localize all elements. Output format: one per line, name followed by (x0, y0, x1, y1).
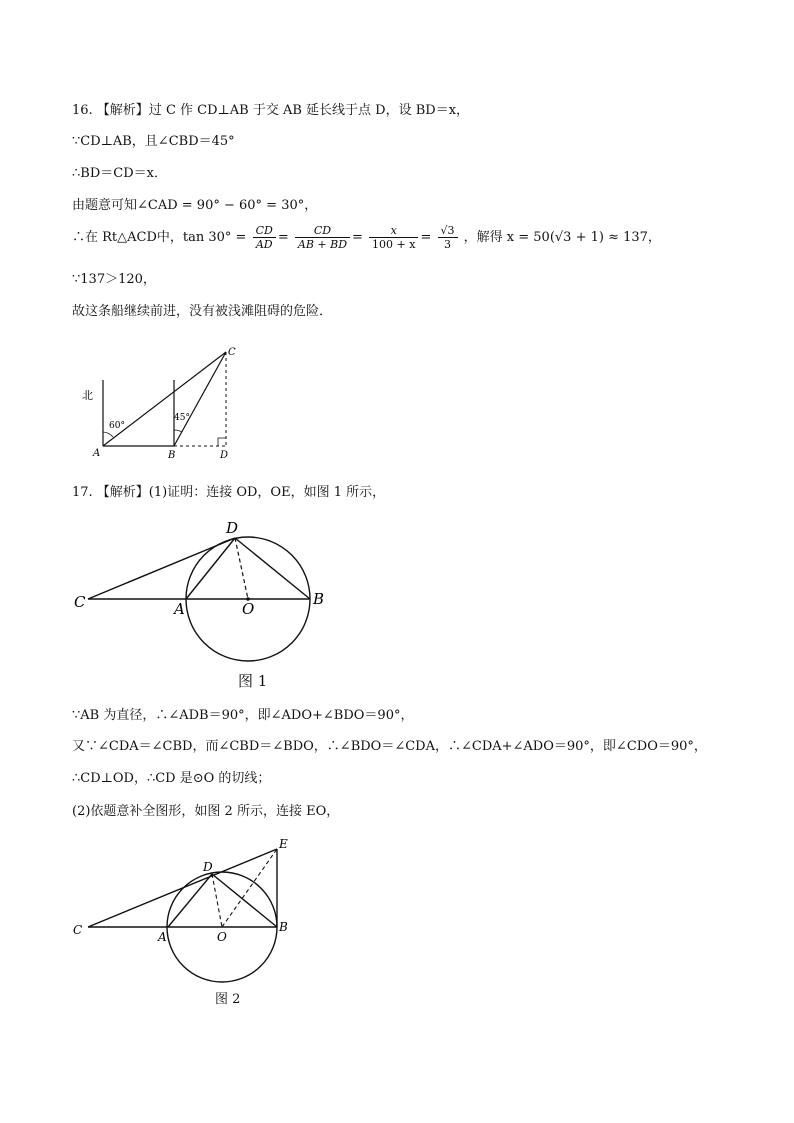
angle-60-label: 60° (109, 421, 125, 431)
fig1-point-b: B (313, 590, 325, 608)
p17-line1: 17. 【解析】(1)证明：连接 OD，OE，如图 1 所示， (72, 485, 386, 500)
p16-line2: ∵CD⊥AB，且∠CBD＝45° (72, 134, 235, 149)
fig2-point-e: E (279, 837, 288, 851)
p17-line5: (2)依题意补全图形，如图 2 所示，连接 EO， (72, 804, 340, 819)
fig2-caption: 图 2 (215, 992, 241, 1007)
fig2-point-b: B (279, 920, 288, 934)
p17-line3: 又∵∠CDA＝∠CBD，而∠CBD＝∠BDO，∴∠BDO＝∠CDA，∴∠CDA+∠ADO＝90°，即∠CDO＝90°， (72, 739, 707, 754)
angle-45-label: 45° (174, 413, 190, 423)
fraction-sqrt3-3: $\frac{√3}{3}$ (438, 224, 458, 251)
fig2-point-a: A (158, 930, 167, 944)
fig2-point-c: C (73, 923, 83, 937)
point-d-label: D (220, 450, 229, 461)
p16-line4: 由题意可知∠CAD = 90° − 60° = 30°， (72, 198, 318, 213)
north-label: 北 (82, 389, 93, 402)
p17-figure-1 (70, 515, 340, 665)
p16-figure (80, 342, 250, 462)
p16-line6: ∵137＞120， (72, 272, 156, 287)
p17-line2: ∵AB 为直径，∴∠ADB＝90°，即∠ADO+∠BDO＝90°， (72, 708, 414, 723)
fraction-cd-ad: $\frac{CD}{AD}$ (253, 224, 276, 251)
p16-line1: 16. 【解析】过 C 作 CD⊥AB 于交 AB 延长线于点 D，设 BD＝x， (72, 103, 470, 118)
fig1-point-o: O (242, 600, 255, 618)
p17-figure-2 (68, 833, 298, 983)
point-c-label: C (228, 347, 236, 358)
fraction-cd-abbd: $\frac{CD}{AB + BD}$ (295, 224, 350, 251)
p16-line3: ∴BD＝CD＝x． (72, 166, 167, 181)
point-b-label: B (168, 450, 176, 461)
fig1-point-c: C (74, 593, 86, 611)
p17-line4: ∴CD⊥OD，∴CD 是⊙O 的切线； (72, 771, 271, 786)
fig1-point-a: A (174, 600, 185, 618)
fig1-point-d: D (226, 519, 239, 537)
p16-line7: 故这条船继续前进，没有被浅滩阻碍的危险． (72, 304, 333, 319)
fig2-point-o: O (217, 930, 227, 944)
p16-line5-suffix: ，解得 x = 50(√3 + 1) ≈ 137， (463, 230, 661, 245)
fraction-x-100x: $\frac{x}{100 + x}$ (369, 224, 418, 251)
fig2-point-d: D (203, 860, 213, 874)
p16-line5: ∴在 Rt△ACD中，tan 30° = $\frac{CD}{AD}$ = $\frac{CD}{AB + BD}$ = $\frac{x}{100 + x}$ = $\frac{√3}{3}$ ，解得 x = 50(√3 + 1) ≈ 137， (72, 224, 661, 251)
fig1-caption: 图 1 (238, 672, 268, 690)
p16-line5-prefix: ∴在 Rt△ACD中，tan 30° = (72, 230, 247, 245)
point-a-label: A (93, 448, 101, 459)
